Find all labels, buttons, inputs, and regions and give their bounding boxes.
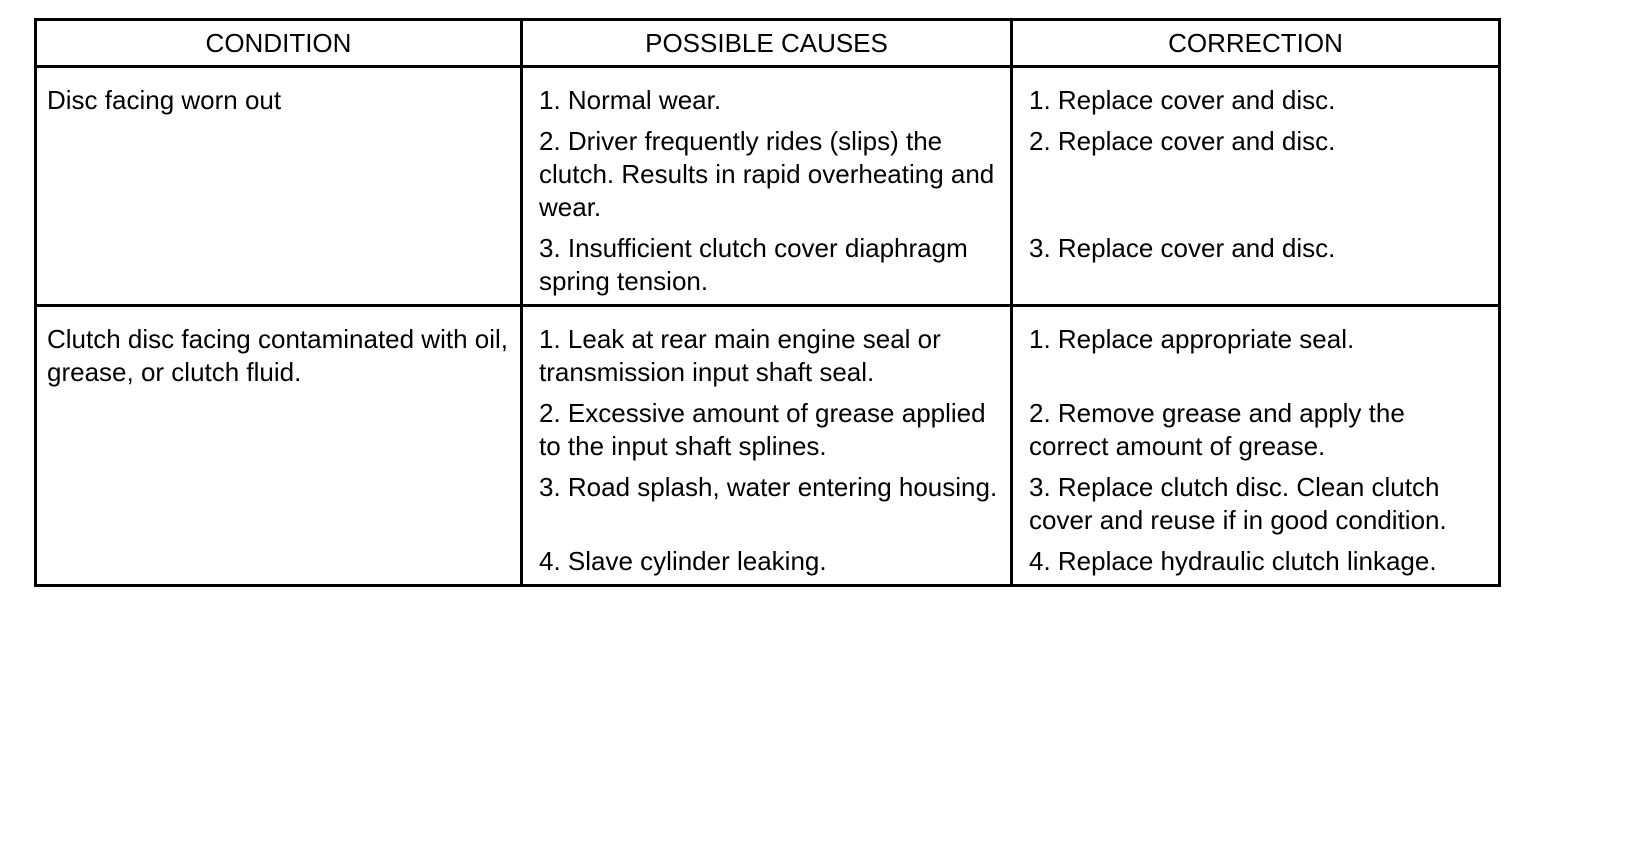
cause-cell	[522, 463, 1012, 537]
correction-text: 3. Replace clutch disc. Clean clutch cover and reuse if in good condition.	[1029, 472, 1447, 535]
correction-text: 1. Replace cover and disc.	[1029, 85, 1336, 115]
cause-text: 1. Normal wear.	[539, 85, 722, 115]
table-row	[36, 306, 1500, 390]
table-header-row	[36, 20, 1500, 67]
cause-text: 2. Driver frequently rides (slips) the clutch. Results in rapid overheating and wear.	[539, 126, 995, 222]
cause-text: 1. Leak at rear main engine seal or transmission input shaft seal.	[539, 324, 941, 387]
clutch-diagnosis-table	[34, 18, 1501, 587]
correction-cell	[1012, 537, 1500, 586]
cause-cell	[522, 117, 1012, 224]
correction-text: 3. Replace cover and disc.	[1029, 233, 1336, 263]
correction-cell	[1012, 224, 1500, 306]
correction-text: 2. Replace cover and disc.	[1029, 126, 1336, 156]
cause-cell	[522, 67, 1012, 118]
cause-cell	[522, 306, 1012, 390]
correction-text: 2. Remove grease and apply the correct amount of grease.	[1029, 398, 1405, 461]
diagnosis-table-container	[34, 18, 1498, 587]
cause-text: 3. Insufficient clutch cover diaphragm spring tension.	[539, 233, 968, 296]
cause-text: 3. Road splash, water entering housing.	[539, 472, 998, 502]
header-possible-causes: POSSIBLE CAUSES	[522, 20, 1012, 67]
correction-text: 1. Replace appropriate seal.	[1029, 324, 1355, 354]
correction-cell	[1012, 463, 1500, 537]
cause-cell	[522, 537, 1012, 586]
cause-cell	[522, 224, 1012, 306]
cause-text: 4. Slave cylinder leaking.	[539, 546, 827, 576]
correction-cell	[1012, 389, 1500, 463]
cause-text: 2. Excessive amount of grease applied to the input shaft splines.	[539, 398, 986, 461]
condition-cell	[36, 306, 522, 586]
correction-cell	[1012, 117, 1500, 224]
correction-cell	[1012, 67, 1500, 118]
header-correction: CORRECTION	[1012, 20, 1500, 67]
cause-cell	[522, 389, 1012, 463]
correction-text: 4. Replace hydraulic clutch linkage.	[1029, 546, 1437, 576]
condition-cell	[36, 67, 522, 306]
condition-text: Disc facing worn out	[47, 85, 282, 115]
correction-cell	[1012, 306, 1500, 390]
condition-text: Clutch disc facing contaminated with oil, grease, or clutch fluid.	[47, 324, 509, 387]
table-row	[36, 67, 1500, 118]
header-condition: CONDITION	[36, 20, 522, 67]
